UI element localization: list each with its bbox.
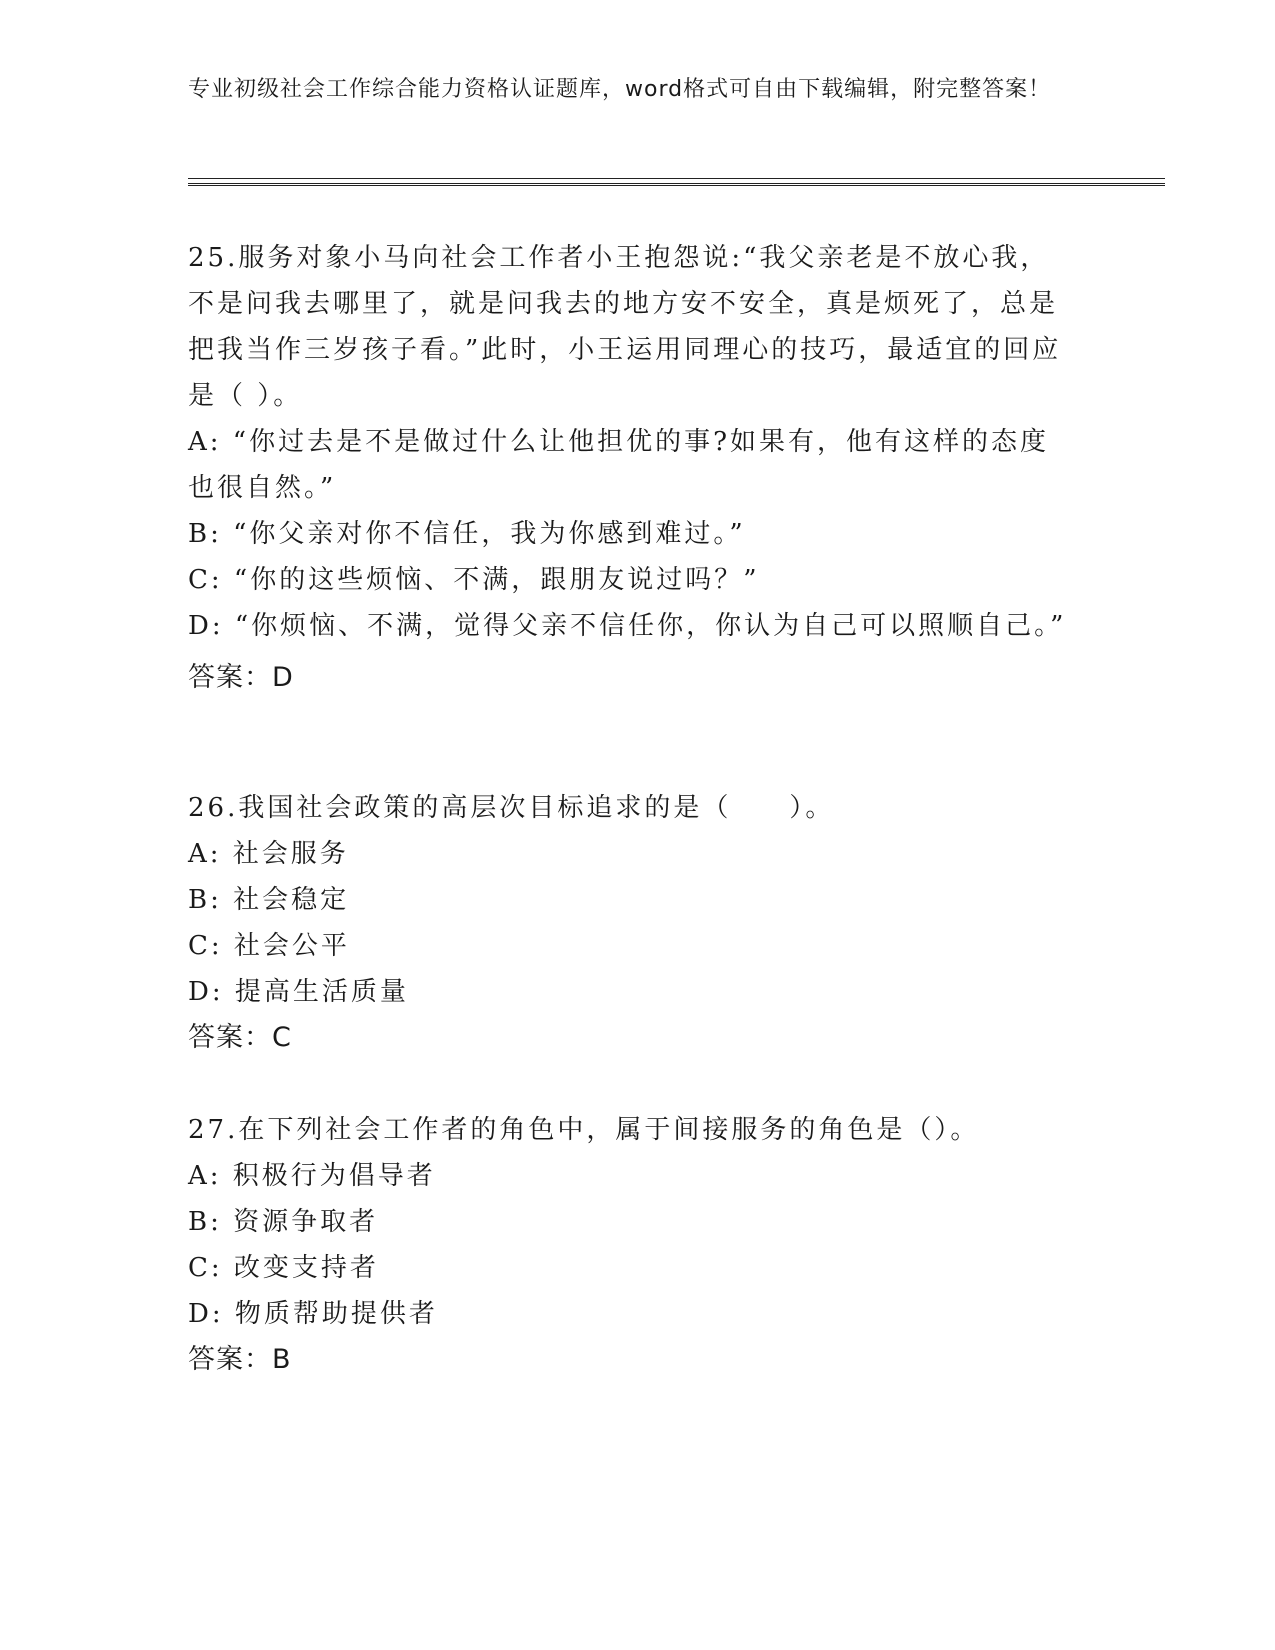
answer: 答案：B (188, 1344, 292, 1375)
option-a: A: “你过去是不是做过什么让他担优的事?如果有，他有这样的态度也很自然。” (188, 427, 1050, 503)
option-d: D: 物质帮助提供者 (188, 1299, 438, 1329)
question-stem: 26.我国社会政策的高层次目标追求的是（ ）。 (188, 793, 835, 823)
answer: 答案：C (188, 1022, 292, 1053)
option-d: D: “你烦恼、不满，觉得父亲不信任你，你认为自己可以照顺自己。” (188, 611, 1067, 641)
option-c: C: 社会公平 (188, 931, 350, 961)
option-c: C: “你的这些烦恼、不满，跟朋友说过吗？” (188, 565, 760, 595)
header-text: 专业初级社会工作综合能力资格认证题库，word格式可自由下载编辑，附完整答案！ (188, 77, 1052, 102)
option-a: A: 积极行为倡导者 (188, 1161, 436, 1191)
question-25 (188, 235, 1068, 701)
question-stem: 27.在下列社会工作者的角色中，属于间接服务的角色是（）。 (188, 1115, 980, 1145)
document-header (188, 74, 1088, 106)
option-b: B: 资源争取者 (188, 1207, 379, 1237)
header-divider-top (188, 178, 1165, 179)
header-divider-middle (188, 183, 1165, 184)
answer: 答案：D (188, 662, 294, 693)
option-c: C: 改变支持者 (188, 1253, 379, 1283)
option-a: A: 社会服务 (188, 839, 349, 869)
question-26 (188, 785, 1068, 1061)
option-d: D: 提高生活质量 (188, 977, 409, 1007)
question-stem: 25.服务对象小马向社会工作者小王抱怨说:“我父亲老是不放心我，不是问我去哪里了，就是问我去的地方安不安全，真是烦死了，总是把我当作三岁孩子看。”此时，小王运用同理心的技巧，最适宜的回应是（ ）。 (188, 243, 1062, 411)
option-b: B: “你父亲对你不信任，我为你感到难过。” (188, 519, 746, 549)
header-divider-bottom (188, 185, 1165, 186)
question-27 (188, 1107, 1068, 1383)
option-b: B: 社会稳定 (188, 885, 350, 915)
